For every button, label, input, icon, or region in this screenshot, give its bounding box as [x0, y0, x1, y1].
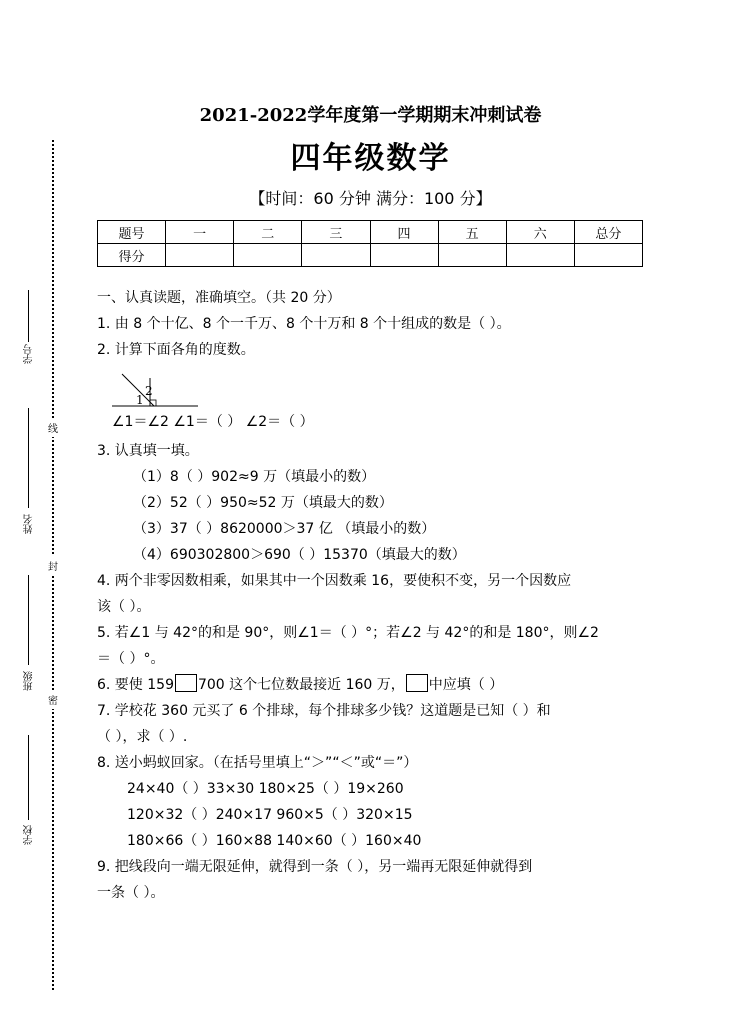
- score-table-header-row: [98, 221, 643, 244]
- table-cell: 五: [438, 221, 506, 244]
- score-input-cell[interactable]: [438, 244, 506, 267]
- section-heading: 一、认真读题，准确填空。（共 20 分）: [97, 290, 341, 306]
- school-label: 学校: [24, 825, 35, 845]
- score-input-cell[interactable]: [370, 244, 438, 267]
- table-cell: 总分: [574, 221, 642, 244]
- question-5-line-1: 5. 若∠1 与 42°的和是 90°，则∠1＝（ ）°；若∠2 与 42°的和是 180°，则∠2: [97, 625, 599, 641]
- student-number-blank[interactable]: [28, 290, 29, 342]
- question-3-2: （2）52（ ）950≈52 万（填最大的数）: [133, 495, 393, 511]
- score-input-cell[interactable]: [506, 244, 574, 267]
- angle-label-2: 2: [145, 384, 153, 398]
- seal-word-seal: 封: [46, 556, 60, 575]
- score-input-cell[interactable]: [234, 244, 302, 267]
- table-cell: 题号: [98, 221, 166, 244]
- question-6-text-2: 700 这个七位数最接近 160 万，: [197, 677, 405, 693]
- class-field[interactable]: [22, 575, 36, 695]
- question-9-line-2: 一条（ ）。: [97, 885, 165, 901]
- question-1: 1. 由 8 个十亿、8 个一千万、8 个十万和 8 个十组成的数是（ ）。: [97, 316, 511, 332]
- question-3: 3. 认真填一填。: [97, 443, 199, 459]
- score-row-label: 得分: [98, 244, 166, 267]
- exam-title: 2021-2022学年度第一学期期末冲刺试卷: [199, 105, 542, 126]
- question-3-3: （3）37（ ）8620000＞37 亿 （填最小的数）: [133, 521, 436, 537]
- question-3-1: （1）8（ ）902≈9 万（填最小的数）: [133, 469, 376, 485]
- question-6: [97, 674, 503, 694]
- table-cell: 一: [166, 221, 234, 244]
- table-cell: 三: [302, 221, 370, 244]
- question-4-line-2: 该（ ）。: [97, 599, 151, 615]
- score-table-score-row: [98, 244, 643, 267]
- question-2-answers: ∠1＝∠2 ∠1＝（ ） ∠2＝（ ）: [112, 414, 314, 430]
- question-2: 2. 计算下面各角的度数。: [97, 342, 255, 358]
- score-input-cell[interactable]: [166, 244, 234, 267]
- question-7-line-1: 7. 学校花 360 元买了 6 个排球，每个排球多少钱？这道题是已知（ ）和: [97, 703, 551, 719]
- table-cell: 二: [234, 221, 302, 244]
- question-8-row-1: 24×40（ ）33×30 180×25（ ）19×260: [127, 781, 404, 797]
- school-blank[interactable]: [28, 735, 29, 820]
- answer-box[interactable]: [406, 674, 428, 692]
- question-5-line-2: ＝（ ）°。: [97, 651, 165, 667]
- seal-word-line: 线: [46, 418, 60, 437]
- question-8-row-3: 180×66（ ）160×88 140×60（ ）160×40: [127, 833, 422, 849]
- question-8: 8. 送小蚂蚁回家。（在括号里填上“＞”“＜”或“＝”）: [97, 755, 418, 771]
- class-label: 班级: [24, 671, 35, 691]
- angle-label-1: 1: [136, 393, 144, 407]
- page-title: 四年级数学: [290, 141, 451, 176]
- name-blank[interactable]: [28, 408, 29, 508]
- angle-figure: [112, 370, 202, 410]
- name-field[interactable]: [22, 408, 36, 546]
- table-cell: 六: [506, 221, 574, 244]
- answer-box[interactable]: [175, 674, 197, 692]
- question-7-line-2: （ ），求（ ）.: [97, 729, 188, 745]
- question-3-4: （4）690302800＞690（ ）15370（填最大的数）: [133, 547, 466, 563]
- question-9-line-1: 9. 把线段向一端无限延伸，就得到一条（ ），另一端再无限延伸就得到: [97, 859, 533, 875]
- question-8-row-2: 120×32（ ）240×17 960×5（ ）320×15: [127, 807, 413, 823]
- question-6-text-3: 中应填（ ）: [428, 677, 504, 693]
- question-4-line-1: 4. 两个非零因数相乘，如果其中一个因数乘 16，要使积不变，另一个因数应: [97, 573, 572, 589]
- class-blank[interactable]: [28, 575, 29, 665]
- student-number-field[interactable]: [22, 290, 36, 370]
- question-6-text-1: 6. 要使 159: [97, 677, 174, 693]
- score-input-cell[interactable]: [302, 244, 370, 267]
- score-input-cell[interactable]: [574, 244, 642, 267]
- time-score-info: 【时间：60 分钟 满分：100 分】: [249, 189, 492, 208]
- school-field[interactable]: [22, 735, 36, 850]
- student-number-label: 学号: [24, 344, 35, 364]
- name-label: 姓名: [24, 514, 35, 534]
- table-cell: 四: [370, 221, 438, 244]
- score-table: [97, 220, 643, 267]
- seal-word-secret: 密: [46, 690, 60, 709]
